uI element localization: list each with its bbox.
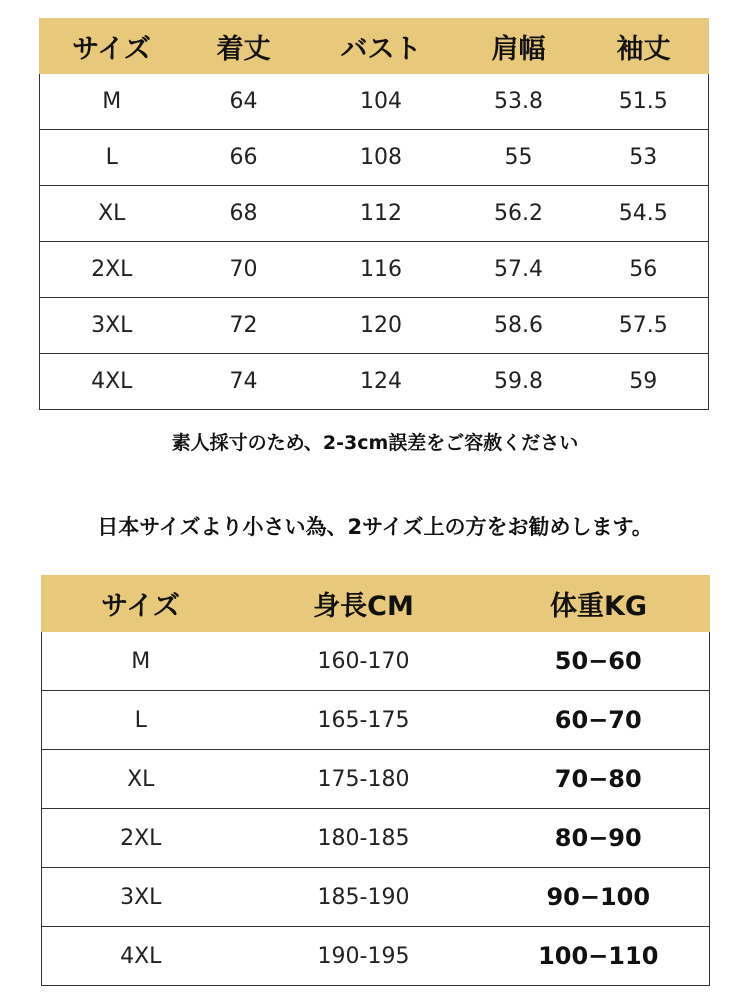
cell-bust: 108 bbox=[304, 130, 459, 186]
cell-size: 3XL bbox=[42, 868, 240, 927]
cell-height: 165-175 bbox=[240, 691, 488, 750]
cell-size: 2XL bbox=[40, 242, 184, 298]
cell-weight: 60−70 bbox=[488, 691, 710, 750]
size-table-header-row bbox=[40, 18, 709, 74]
sizing-advice-note: 日本サイズより小さい為、2サイズ上の方をお勧めします。 bbox=[97, 515, 653, 539]
cell-bust: 124 bbox=[304, 354, 459, 410]
cell-bust: 120 bbox=[304, 298, 459, 354]
cell-length: 72 bbox=[184, 298, 304, 354]
table-row bbox=[40, 242, 709, 298]
cell-size: L bbox=[42, 691, 240, 750]
header-weight: 体重KG bbox=[488, 575, 710, 632]
cell-length: 64 bbox=[184, 74, 304, 130]
cell-shoulder: 58.6 bbox=[459, 298, 579, 354]
table-row bbox=[40, 186, 709, 242]
cell-size: XL bbox=[42, 750, 240, 809]
cell-length: 74 bbox=[184, 354, 304, 410]
cell-size: 4XL bbox=[40, 354, 184, 410]
header-length: 着丈 bbox=[184, 18, 304, 74]
cell-weight: 70−80 bbox=[488, 750, 710, 809]
table-row bbox=[42, 809, 710, 868]
table-row bbox=[42, 750, 710, 809]
cell-weight: 100−110 bbox=[488, 927, 710, 986]
cell-weight: 50−60 bbox=[488, 632, 710, 691]
cell-sleeve: 56 bbox=[579, 242, 709, 298]
cell-size: L bbox=[40, 130, 184, 186]
cell-height: 160-170 bbox=[240, 632, 488, 691]
cell-size: M bbox=[42, 632, 240, 691]
cell-sleeve: 57.5 bbox=[579, 298, 709, 354]
cell-size: XL bbox=[40, 186, 184, 242]
table-row bbox=[42, 868, 710, 927]
cell-length: 66 bbox=[184, 130, 304, 186]
cell-sleeve: 51.5 bbox=[579, 74, 709, 130]
cell-size: 2XL bbox=[42, 809, 240, 868]
cell-length: 70 bbox=[184, 242, 304, 298]
header-shoulder: 肩幅 bbox=[459, 18, 579, 74]
cell-bust: 112 bbox=[304, 186, 459, 242]
table-row bbox=[42, 927, 710, 986]
header-bust: バスト bbox=[304, 18, 459, 74]
table-row bbox=[40, 298, 709, 354]
cell-size: M bbox=[40, 74, 184, 130]
table-row bbox=[40, 74, 709, 130]
cell-shoulder: 53.8 bbox=[459, 74, 579, 130]
header-size: サイズ bbox=[40, 18, 184, 74]
header-height: 身長CM bbox=[240, 575, 488, 632]
cell-height: 190-195 bbox=[240, 927, 488, 986]
cell-sleeve: 54.5 bbox=[579, 186, 709, 242]
cell-size: 3XL bbox=[40, 298, 184, 354]
cell-shoulder: 57.4 bbox=[459, 242, 579, 298]
header-size: サイズ bbox=[42, 575, 240, 632]
cell-height: 185-190 bbox=[240, 868, 488, 927]
cell-length: 68 bbox=[184, 186, 304, 242]
cell-bust: 104 bbox=[304, 74, 459, 130]
header-sleeve: 袖丈 bbox=[579, 18, 709, 74]
size-fit-guide-table bbox=[41, 575, 710, 986]
cell-size: 4XL bbox=[42, 927, 240, 986]
cell-weight: 80−90 bbox=[488, 809, 710, 868]
cell-shoulder: 55 bbox=[459, 130, 579, 186]
table-row bbox=[42, 632, 710, 691]
cell-weight: 90−100 bbox=[488, 868, 710, 927]
table-row bbox=[40, 354, 709, 410]
cell-height: 180-185 bbox=[240, 809, 488, 868]
cell-height: 175-180 bbox=[240, 750, 488, 809]
cell-shoulder: 59.8 bbox=[459, 354, 579, 410]
cell-shoulder: 56.2 bbox=[459, 186, 579, 242]
cell-bust: 116 bbox=[304, 242, 459, 298]
cell-sleeve: 59 bbox=[579, 354, 709, 410]
table-row bbox=[42, 691, 710, 750]
table-row bbox=[40, 130, 709, 186]
size-measurement-table bbox=[39, 18, 709, 410]
fit-table-header-row bbox=[42, 575, 710, 632]
measurement-error-note: 素人採寸のため、2-3cm誤差をご容赦ください bbox=[171, 432, 579, 454]
cell-sleeve: 53 bbox=[579, 130, 709, 186]
